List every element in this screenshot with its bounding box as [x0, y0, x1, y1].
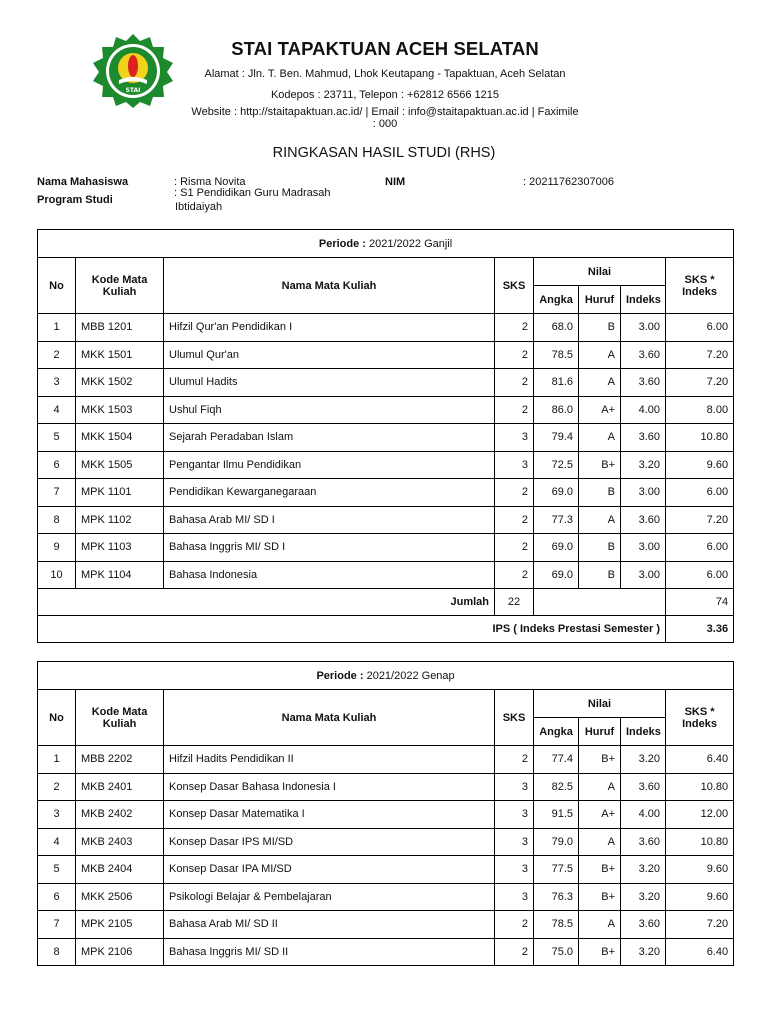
course-sks-indeks: 10.80: [666, 773, 734, 801]
course-indeks: 3.20: [621, 883, 666, 911]
course-indeks: 4.00: [621, 396, 666, 424]
course-no: 1: [38, 314, 76, 342]
institution-name: STAI TAPAKTUAN ACEH SELATAN: [231, 38, 539, 59]
course-indeks: 3.60: [621, 828, 666, 856]
period-header-row: [38, 662, 734, 690]
table-row: [38, 396, 734, 424]
table-row: [38, 561, 734, 589]
course-code: MKB 2403: [76, 828, 164, 856]
course-sks: 2: [495, 369, 534, 397]
ips-label: IPS ( Indeks Prestasi Semester ): [38, 616, 666, 643]
course-no: 7: [38, 479, 76, 507]
course-no: 5: [38, 856, 76, 884]
table-row: [38, 883, 734, 911]
course-code: MPK 1102: [76, 506, 164, 534]
col-course: Nama Mata Kuliah: [164, 258, 495, 314]
course-sks-indeks: 6.40: [666, 746, 734, 774]
course-sks: 2: [495, 341, 534, 369]
course-sks: 3: [495, 828, 534, 856]
course-no: 4: [38, 828, 76, 856]
institution-logo: [90, 32, 176, 108]
course-huruf: B+: [579, 746, 621, 774]
course-name: Konsep Dasar Bahasa Indonesia I: [164, 773, 495, 801]
course-sks: 2: [495, 938, 534, 966]
period-label: Periode :: [318, 237, 366, 250]
course-no: 2: [38, 341, 76, 369]
course-angka: 77.4: [534, 746, 579, 774]
table-row: [38, 341, 734, 369]
column-header-row: [38, 690, 734, 718]
course-code: MPK 2105: [76, 911, 164, 939]
course-angka: 82.5: [534, 773, 579, 801]
course-name: Konsep Dasar Matematika I: [164, 801, 495, 829]
table-row: [38, 314, 734, 342]
course-sks-indeks: 9.60: [666, 451, 734, 479]
course-sks-indeks: 6.00: [666, 479, 734, 507]
course-sks: 2: [495, 396, 534, 424]
course-huruf: A: [579, 506, 621, 534]
table-row: [38, 856, 734, 884]
course-sks: 3: [495, 451, 534, 479]
column-header-row: [38, 258, 734, 286]
table-row: [38, 424, 734, 452]
course-huruf: B+: [579, 451, 621, 479]
course-huruf: A: [579, 424, 621, 452]
course-sks: 2: [495, 534, 534, 562]
table-row: [38, 534, 734, 562]
course-code: MBB 1201: [76, 314, 164, 342]
period-label: Periode :: [316, 669, 364, 682]
course-indeks: 3.60: [621, 424, 666, 452]
course-angka: 86.0: [534, 396, 579, 424]
course-name: Hifzil Hadits Pendidikan II: [164, 746, 495, 774]
table-row: [38, 828, 734, 856]
course-no: 1: [38, 746, 76, 774]
col-sks-index: SKS * Indeks: [666, 258, 734, 314]
course-sks: 2: [495, 561, 534, 589]
course-sks-indeks: 7.20: [666, 369, 734, 397]
col-huruf: Huruf: [579, 718, 621, 746]
jumlah-sks-indeks: 74: [666, 589, 734, 616]
course-huruf: B: [579, 561, 621, 589]
col-code: Kode Mata Kuliah: [76, 258, 164, 314]
col-indeks: Indeks: [621, 718, 666, 746]
document-title: RINGKASAN HASIL STUDI (RHS): [272, 145, 496, 161]
course-indeks: 4.00: [621, 801, 666, 829]
course-name: Bahasa Indonesia: [164, 561, 495, 589]
course-huruf: A+: [579, 801, 621, 829]
period-value: 2021/2022 Genap: [366, 669, 455, 682]
col-angka: Angka: [534, 718, 579, 746]
course-code: MKK 1502: [76, 369, 164, 397]
period-header: [38, 230, 734, 258]
col-huruf: Huruf: [579, 286, 621, 314]
course-angka: 77.5: [534, 856, 579, 884]
course-sks-indeks: 10.80: [666, 828, 734, 856]
course-no: 2: [38, 773, 76, 801]
course-angka: 69.0: [534, 479, 579, 507]
course-code: MPK 1103: [76, 534, 164, 562]
course-sks: 2: [495, 746, 534, 774]
course-huruf: A: [579, 911, 621, 939]
course-code: MKK 1501: [76, 341, 164, 369]
course-name: Sejarah Peradaban Islam: [164, 424, 495, 452]
course-name: Konsep Dasar IPA MI/SD: [164, 856, 495, 884]
table-row: [38, 746, 734, 774]
col-sks: SKS: [495, 258, 534, 314]
col-no: No: [38, 258, 76, 314]
course-angka: 79.4: [534, 424, 579, 452]
course-sks: 2: [495, 506, 534, 534]
course-sks-indeks: 7.20: [666, 911, 734, 939]
course-sks-indeks: 6.00: [666, 534, 734, 562]
student-nim-label: NIM: [385, 176, 406, 188]
course-no: 8: [38, 506, 76, 534]
course-no: 5: [38, 424, 76, 452]
course-name: Hifzil Qur'an Pendidikan I: [164, 314, 495, 342]
course-angka: 69.0: [534, 534, 579, 562]
course-code: MKB 2401: [76, 773, 164, 801]
course-code: MPK 2106: [76, 938, 164, 966]
grades-table-genap: [37, 661, 734, 966]
course-no: 10: [38, 561, 76, 589]
course-huruf: A: [579, 828, 621, 856]
course-angka: 69.0: [534, 561, 579, 589]
course-huruf: B+: [579, 883, 621, 911]
col-sks-index: SKS * Indeks: [666, 690, 734, 746]
institution-address: Alamat : Jln. T. Ben. Mahmud, Lhok Keutapang - Tapaktuan, Aceh Selatan: [204, 68, 566, 80]
course-sks: 3: [495, 424, 534, 452]
period-value: 2021/2022 Ganjil: [369, 237, 453, 250]
table-row: [38, 801, 734, 829]
course-angka: 68.0: [534, 314, 579, 342]
course-sks-indeks: 7.20: [666, 506, 734, 534]
course-sks-indeks: 9.60: [666, 856, 734, 884]
period-header: [38, 662, 734, 690]
course-name: Ulumul Hadits: [164, 369, 495, 397]
institution-web: Website : http://staitapaktuan.ac.id/ | Email : info@staitapaktuan.ac.id | Faximile : 000: [191, 106, 579, 130]
course-angka: 77.3: [534, 506, 579, 534]
course-angka: 81.6: [534, 369, 579, 397]
course-code: MBB 2202: [76, 746, 164, 774]
course-sks-indeks: 6.00: [666, 314, 734, 342]
course-angka: 91.5: [534, 801, 579, 829]
course-indeks: 3.20: [621, 938, 666, 966]
course-angka: 79.0: [534, 828, 579, 856]
period-header-row: [38, 230, 734, 258]
course-sks-indeks: 12.00: [666, 801, 734, 829]
program-value-line1: : S1 Pendidikan Guru Madrasah: [174, 187, 331, 199]
course-indeks: 3.00: [621, 561, 666, 589]
course-sks: 3: [495, 801, 534, 829]
course-indeks: 3.20: [621, 451, 666, 479]
course-name: Bahasa Arab MI/ SD I: [164, 506, 495, 534]
table-row: [38, 451, 734, 479]
course-indeks: 3.00: [621, 479, 666, 507]
course-huruf: A+: [579, 396, 621, 424]
course-code: MKB 2404: [76, 856, 164, 884]
course-indeks: 3.20: [621, 856, 666, 884]
course-angka: 76.3: [534, 883, 579, 911]
course-indeks: 3.60: [621, 506, 666, 534]
table-row: [38, 938, 734, 966]
course-indeks: 3.00: [621, 314, 666, 342]
course-sks-indeks: 6.40: [666, 938, 734, 966]
course-name: Konsep Dasar IPS MI/SD: [164, 828, 495, 856]
col-course: Nama Mata Kuliah: [164, 690, 495, 746]
course-no: 6: [38, 451, 76, 479]
ips-row: [38, 616, 734, 643]
course-huruf: B: [579, 314, 621, 342]
course-indeks: 3.60: [621, 341, 666, 369]
course-sks: 3: [495, 773, 534, 801]
course-sks: 2: [495, 479, 534, 507]
student-name-label: Nama Mahasiswa: [37, 176, 129, 188]
course-name: Psikologi Belajar & Pembelajaran: [164, 883, 495, 911]
table-row: [38, 506, 734, 534]
table-row: [38, 911, 734, 939]
student-name-value: : Risma Novita: [174, 176, 246, 188]
course-huruf: B: [579, 534, 621, 562]
course-name: Bahasa Inggris MI/ SD I: [164, 534, 495, 562]
course-huruf: B+: [579, 938, 621, 966]
course-no: 8: [38, 938, 76, 966]
program-value-line2: Ibtidaiyah: [175, 201, 223, 213]
course-sks-indeks: 8.00: [666, 396, 734, 424]
course-code: MKK 2506: [76, 883, 164, 911]
course-no: 4: [38, 396, 76, 424]
course-angka: 72.5: [534, 451, 579, 479]
jumlah-sks: 22: [495, 589, 534, 616]
col-indeks: Indeks: [621, 286, 666, 314]
course-huruf: B+: [579, 856, 621, 884]
col-angka: Angka: [534, 286, 579, 314]
course-sks-indeks: 7.20: [666, 341, 734, 369]
course-code: MKK 1503: [76, 396, 164, 424]
table-row: [38, 479, 734, 507]
course-indeks: 3.60: [621, 773, 666, 801]
course-no: 9: [38, 534, 76, 562]
course-no: 3: [38, 801, 76, 829]
course-name: Pendidikan Kewarganegaraan: [164, 479, 495, 507]
course-name: Bahasa Arab MI/ SD II: [164, 911, 495, 939]
table-row: [38, 369, 734, 397]
course-code: MKB 2402: [76, 801, 164, 829]
course-code: MPK 1104: [76, 561, 164, 589]
course-indeks: 3.60: [621, 369, 666, 397]
course-angka: 75.0: [534, 938, 579, 966]
jumlah-label: Jumlah: [38, 589, 495, 616]
col-no: No: [38, 690, 76, 746]
course-no: 7: [38, 911, 76, 939]
course-sks: 2: [495, 314, 534, 342]
course-name: Ushul Fiqh: [164, 396, 495, 424]
course-sks: 3: [495, 856, 534, 884]
course-code: MPK 1101: [76, 479, 164, 507]
course-angka: 78.5: [534, 341, 579, 369]
course-indeks: 3.20: [621, 746, 666, 774]
course-name: Bahasa Inggris MI/ SD II: [164, 938, 495, 966]
course-huruf: B: [579, 479, 621, 507]
course-no: 6: [38, 883, 76, 911]
table-row: [38, 773, 734, 801]
course-name: Ulumul Qur'an: [164, 341, 495, 369]
institution-contact: Kodepos : 23711, Telepon : +62812 6566 1215: [270, 89, 500, 101]
course-indeks: 3.60: [621, 911, 666, 939]
col-nilai: Nilai: [534, 258, 666, 286]
course-huruf: A: [579, 369, 621, 397]
course-sks-indeks: 6.00: [666, 561, 734, 589]
jumlah-row: [38, 589, 734, 616]
course-sks-indeks: 10.80: [666, 424, 734, 452]
course-name: Pengantar Ilmu Pendidikan: [164, 451, 495, 479]
course-sks-indeks: 9.60: [666, 883, 734, 911]
course-no: 3: [38, 369, 76, 397]
course-sks: 3: [495, 883, 534, 911]
grades-table-ganjil: [37, 229, 734, 643]
course-sks: 2: [495, 911, 534, 939]
course-code: MKK 1505: [76, 451, 164, 479]
course-angka: 78.5: [534, 911, 579, 939]
student-nim-value: : 20211762307006: [523, 176, 614, 188]
logo-text: STAI: [125, 87, 141, 94]
course-indeks: 3.00: [621, 534, 666, 562]
ips-value: 3.36: [666, 616, 734, 643]
col-code: Kode Mata Kuliah: [76, 690, 164, 746]
col-sks: SKS: [495, 690, 534, 746]
program-label: Program Studi: [37, 194, 113, 206]
col-nilai: Nilai: [534, 690, 666, 718]
course-huruf: A: [579, 341, 621, 369]
jumlah-empty: [534, 589, 666, 616]
course-code: MKK 1504: [76, 424, 164, 452]
course-huruf: A: [579, 773, 621, 801]
